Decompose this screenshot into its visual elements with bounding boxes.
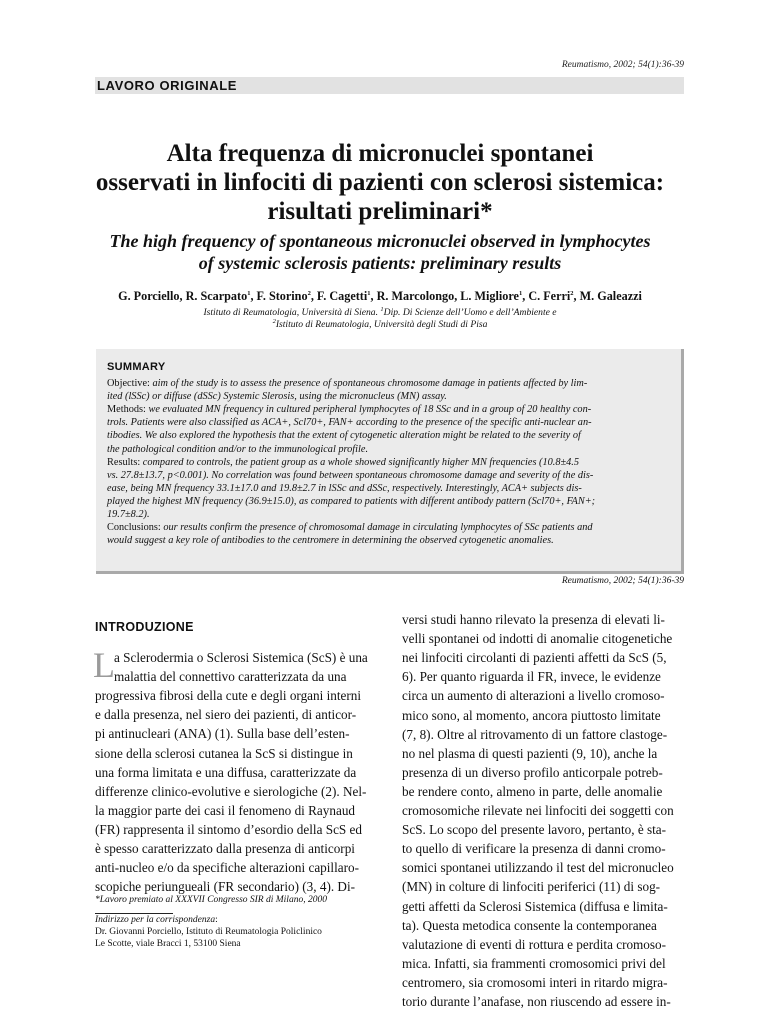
summary-line — [107, 430, 581, 441]
right-column-line: getti affetti da Sclerosi Sistemica (diffusa e limita- — [402, 898, 668, 914]
summary-line-text: we evaluated MN frequency in cultured peripheral lymphocytes of 18 SSc and in a group of 20 healthy con- — [148, 404, 592, 416]
journal-reference-top: Reumatismo, 2002; 54(1):36-39 — [561, 60, 684, 70]
right-column-line: circa un aumento di alterazioni a livello cromoso- — [402, 688, 665, 704]
author: G. Porciello, — [118, 289, 186, 303]
title-italian-line-2: osservati in linfociti di pazienti con sclerosi sistemica: — [95, 169, 665, 196]
affiliation-mark: 1 — [380, 305, 384, 313]
author-affiliation-mark: 1 — [518, 289, 523, 297]
correspondence-label — [95, 915, 218, 925]
left-column-line: a Sclerodermia o Sclerosi Sistemica (ScS) è una — [114, 650, 368, 665]
award-footnote: *Lavoro premiato al XXXVII Congresso SIR di Milano, 2000 — [95, 895, 327, 905]
author: , F. Storino — [250, 289, 308, 303]
right-column-line: to quello di verificare la presenza di danni cromo- — [402, 841, 666, 857]
left-column-line: è spesso caratterizzato dalla presenza di anticorpi — [95, 841, 355, 856]
summary-line — [107, 378, 587, 389]
left-column-line: differenze clinico-evolutive e sierologiche (2). Nel- — [95, 783, 367, 799]
summary-line — [107, 404, 591, 415]
summary-line-text: 19.7±8.2). — [107, 509, 150, 520]
summary-heading: SUMMARY — [107, 361, 166, 373]
summary-line-text: would suggest a key role of antibodies to the centromere in determining the observed cytogenetic anomalies. — [107, 535, 554, 547]
left-column-line: malattia del connettivo caratterizzata da una — [114, 669, 347, 685]
summary-section-label: Results: — [107, 456, 143, 468]
author: , M. Galeazzi — [573, 289, 642, 303]
author-affiliation-mark: 2 — [570, 289, 574, 297]
drop-cap-letter: L — [93, 645, 115, 685]
right-column-line: no nel plasma di questi pazienti (9, 10), anche la — [402, 745, 658, 761]
footnote-divider — [95, 913, 173, 914]
title-italian-line-3: risultati preliminari* — [267, 198, 493, 225]
author-affiliation-mark: 1 — [367, 289, 371, 297]
summary-section-label: Conclusions: — [107, 522, 164, 534]
left-column-line: sione della sclerosi cutanea la ScS si distingue in — [95, 745, 353, 761]
author: , C. Ferri — [522, 289, 571, 303]
affiliation-text: Istituto di Reumatologia, Università degli Studi di Pisa — [275, 319, 488, 330]
author: R. Scarpato — [185, 289, 248, 303]
summary-line-text: aim of the study is to assess the presence of spontaneous chromosome damage in patients affected by lim- — [152, 378, 588, 389]
journal-reference-bottom: Reumatismo, 2002; 54(1):36-39 — [561, 576, 684, 586]
summary-line-text: our results confirm the presence of chromosomal damage in circulating lymphocytes of SSc patients and — [163, 522, 593, 534]
summary-section-label: Methods: — [107, 404, 149, 416]
summary-line-text: ited (lSSc) or diffuse (dSSc) Systemic Slerosis, using the micronucleus (MN) assay. — [107, 391, 447, 403]
right-column-line: versi studi hanno rilevato la presenza di elevati li- — [402, 612, 665, 627]
left-column-line: e dalla presenza, nel siero dei pazienti, di anticor- — [95, 707, 357, 723]
right-column-line: nei linfociti circolanti di pazienti affetti da ScS (5, — [402, 650, 667, 666]
right-column-line: be rendere conto, almeno in parte, delle anomalie — [402, 783, 663, 799]
title-italian-line-1: Alta frequenza di micronuclei spontanei — [166, 140, 594, 167]
summary-line — [107, 483, 582, 494]
correspondence-label-text: Indirizzo per la corrispondenza — [95, 915, 216, 925]
right-column-line: presenza di un diverso profilo anticorpale potreb- — [402, 764, 663, 780]
summary-line — [107, 391, 447, 402]
right-column-line: valutazione di eventi di rottura e perdita cromoso- — [402, 936, 667, 952]
author: , F. Cagetti — [310, 289, 368, 303]
left-column-line: pi antinucleari (ANA) (1). Sulla base dell’esten- — [95, 726, 350, 742]
introduction-heading: INTRODUZIONE — [95, 620, 194, 634]
summary-line-text: ease, being MN frequency 33.1±17.0 and 19.8±2.7 in lSSc and dSSc, respectively. Interestingly, ACA+ subjects dis- — [107, 482, 582, 494]
right-column-line: mico sono, al momento, ancora piuttosto limitate — [402, 707, 661, 723]
left-column-line: la maggior parte dei casi il fenomeno di Raynaud — [95, 802, 356, 818]
author-affiliation-mark: 2 — [307, 289, 311, 297]
summary-line-text: tibodies. We also explored the hypothesis that the extent of cytogenetic alteration might be related to the severity of — [107, 430, 581, 442]
right-column-line: mica. Infatti, sia frammenti cromosomici privi del — [402, 955, 666, 971]
affiliation-mark: 2 — [272, 317, 276, 325]
left-column-line: anti-nucleo e/o da specifiche alterazioni capillaro- — [95, 860, 359, 876]
summary-line — [107, 522, 593, 533]
summary-line-text: vs. 27.8±13.7, p<0.001). No correlation was found between spontaneous chromosome damage and severity of the dis- — [107, 469, 594, 481]
summary-line-text: the pathological condition and/or to the immunological profile. — [107, 443, 369, 455]
summary-section-label: Objective: — [107, 378, 153, 389]
right-column-line: somici spontanei utilizzando il test del micronucleo — [402, 860, 674, 876]
left-column-line: scopiche periungueali (FR secondario) (3, 4). Di- — [95, 879, 356, 895]
summary-line — [107, 496, 595, 507]
left-column-line: (FR) rappresenta il sintomo d’esordio della ScS ed — [95, 821, 362, 837]
affiliation-text: Istituto di Reumatologia, Università di Siena. — [203, 307, 381, 318]
affiliation-line-2 — [60, 319, 700, 330]
summary-line — [107, 417, 592, 428]
author: , R. Marcolongo, L. Migliore — [370, 289, 519, 303]
summary-line — [107, 470, 593, 481]
left-column-line: progressiva fibrosi della cute e degli organi interni — [95, 688, 361, 704]
right-column-line: ta). Questa metodica consente la contemporanea — [402, 917, 657, 933]
right-column-line: ScS. Lo scopo del presente lavoro, pertanto, è sta- — [402, 822, 667, 838]
right-column-line: 6). Per quanto riguarda il FR, invece, le evidenze — [402, 669, 661, 685]
right-column-line: (MN) in colture di linfociti periferici (11) di sog- — [402, 879, 661, 895]
right-column-line: velli spontanei od indotti di anomalie citogenetiche — [402, 631, 673, 647]
title-english-line-1: The high frequency of spontaneous micronuclei observed in lymphocytes — [109, 231, 651, 251]
summary-line-text: played the highest MN frequency (36.9±15.0), as compared to patients with different antibody pattern (Scl70+, FAN+; — [107, 495, 596, 507]
correspondence-address-line-2: Le Scotte, viale Bracci 1, 53100 Siena — [95, 939, 241, 949]
summary-line — [107, 535, 554, 546]
right-column-line: cromosomiche rilevate nei linfociti dei soggetti con — [402, 803, 674, 818]
summary-line — [107, 444, 368, 455]
right-column-line: (7, 8). Oltre al ritrovamento di un fattore clastoge- — [402, 726, 668, 742]
summary-line-text: trols. Patients were also classified as ACA+, Scl70+, FAN+ according to the presence of the specific anti-nuclear an- — [107, 417, 592, 429]
author-affiliation-mark: 1 — [247, 289, 251, 297]
title-english-line-2: of systemic sclerosis patients: preliminary results — [198, 253, 562, 273]
summary-line-text: compared to controls, the patient group as a whole showed significantly higher MN frequencies (10.8±4.5 — [142, 456, 580, 468]
summary-line — [107, 457, 579, 468]
correspondence-address-line-1: Dr. Giovanni Porciello, Istituto di Reumatologia Policlinico — [95, 927, 322, 937]
right-column-line: centromero, sia cromosomi interi in ritardo migra- — [402, 974, 668, 990]
author-list — [60, 289, 700, 304]
affiliation-text: Dip. Di Scienze dell’Uomo e dell’Ambiente e — [383, 307, 557, 318]
correspondence-colon: : — [215, 915, 218, 925]
section-label: LAVORO ORIGINALE — [97, 78, 238, 93]
summary-line — [107, 509, 150, 520]
right-column-line: torio durante l’anafase, non riuscendo ad essere in- — [402, 994, 671, 1009]
affiliation-line-1 — [60, 307, 700, 318]
left-column-line: una forma limitata e una diffusa, caratterizzate da — [95, 764, 357, 780]
